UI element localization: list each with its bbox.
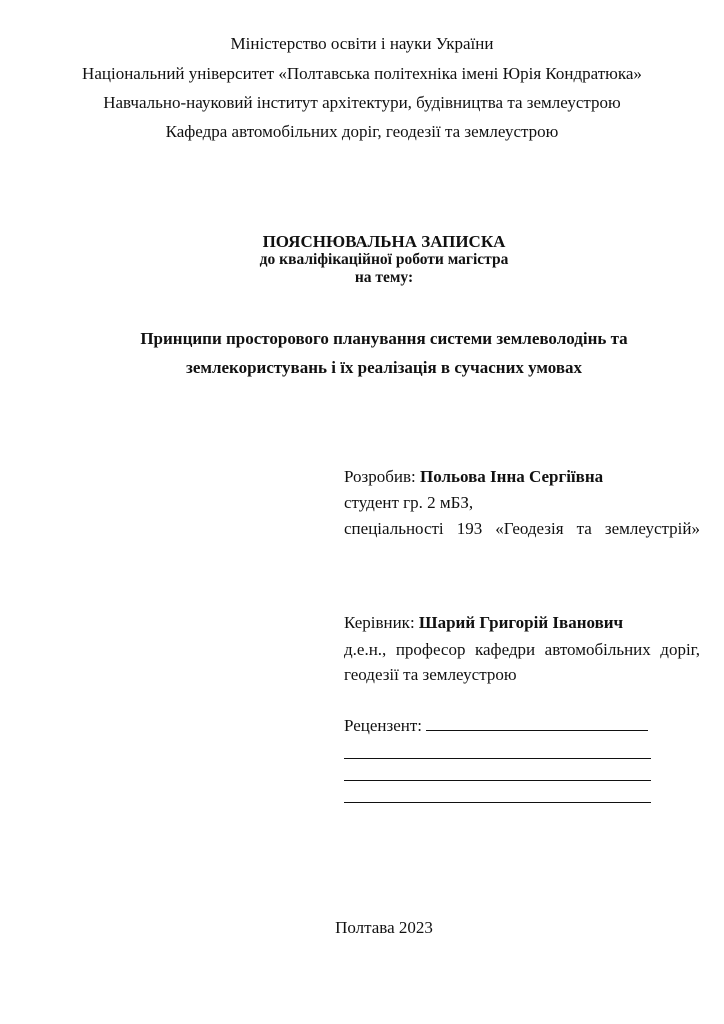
document-topic-label: на тему: [354, 269, 414, 286]
author-group: студент гр. 2 мБЗ, [344, 493, 474, 512]
department-line: Кафедра автомобільних доріг, геодезії та землеустрою [165, 122, 559, 141]
document-subtitle: до кваліфікаційної роботи магістра [259, 251, 509, 268]
supervisor-position-line-2: геодезії та землеустрою [344, 665, 517, 684]
author-specialty: спеціальності 193 «Геодезія та землеустрій» [344, 519, 700, 538]
place-year: Полтава 2023 [335, 918, 433, 937]
reviewer-blank-line [344, 758, 651, 759]
reviewer-label: Рецензент: [344, 716, 423, 735]
university-line: Національний університет «Полтавська політехніка імені Юрія Кондратюка» [82, 64, 642, 83]
institute-line: Навчально-науковий інститут архітектури, будівництва та землеустрою [103, 93, 621, 112]
ministry-line: Міністерство освіти і науки України [230, 34, 494, 53]
reviewer-blank-line [344, 780, 651, 781]
reviewer-name-blank [426, 714, 648, 731]
author-label: Розробив: [344, 467, 416, 486]
author-name: Польова Інна Сергіївна [420, 467, 604, 486]
document-title: ПОЯСНЮВАЛЬНА ЗАПИСКА [262, 232, 506, 251]
supervisor-position: д.е.н., професор кафедри автомобільних доріг, [344, 640, 700, 659]
topic-line-1: Принципи просторового планування системи землеволодінь та [140, 329, 628, 348]
reviewer-blank-line [344, 802, 651, 803]
topic-line-2: землекористувань і їх реалізація в сучасних умовах [185, 358, 582, 377]
supervisor-label: Керівник: [344, 613, 415, 632]
supervisor-name: Шарий Григорій Іванович [418, 613, 624, 632]
